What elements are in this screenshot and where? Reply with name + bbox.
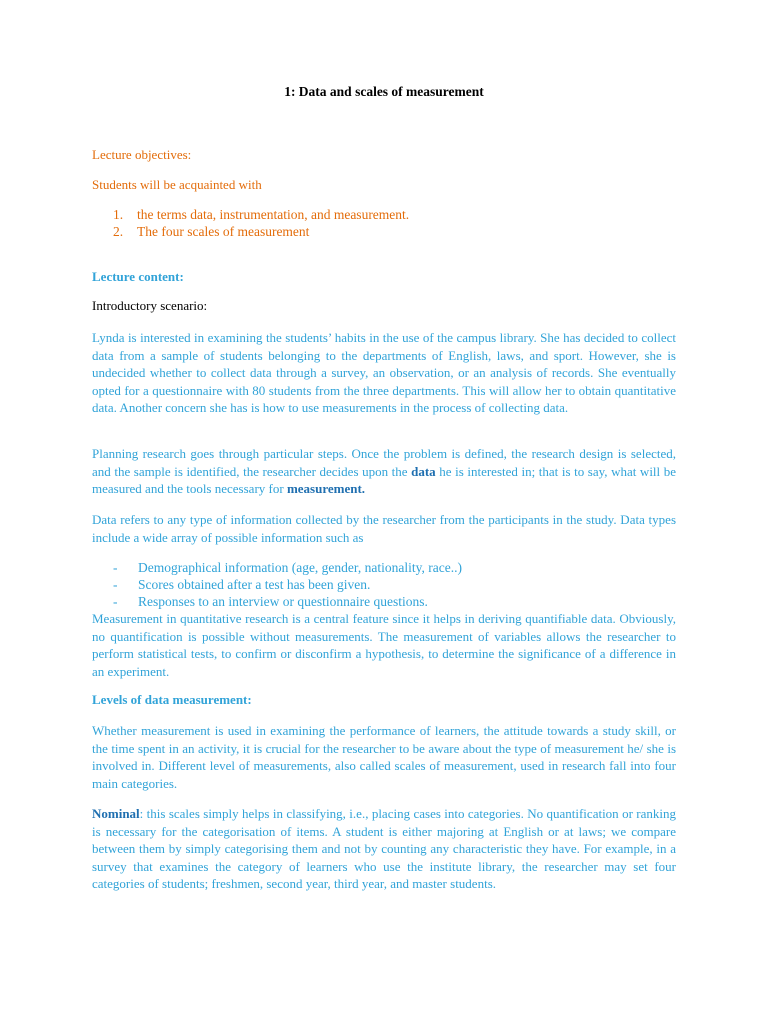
list-item: 1. the terms data, instrumentation, and measurement.: [113, 207, 410, 222]
levels-heading: Levels of data measurement:: [92, 692, 252, 707]
list-item: - Demographical information (age, gender, nationality, race..): [113, 560, 462, 575]
paragraph-levels: Whether measurement is used in examining the performance of learners, the attitude towards a study skill, or the time spent in an activity, it is crucial for the researcher to be aware about the type of measurement he/ she is involved in. Different level of measurements, also called scales of measurement, used in research fall into four main categories.: [92, 723, 676, 791]
term-measurement: measurement.: [286, 481, 366, 497]
objectives-list: [113, 206, 676, 240]
list-item: - Scores obtained after a test has been given.: [113, 577, 371, 592]
objectives-intro: Students will be acquainted with: [92, 177, 262, 192]
content-heading: Lecture content:: [92, 269, 184, 284]
paragraph-scenario: Lynda is interested in examining the students’ habits in the use of the campus library. She has decided to collect data from a sample of students belonging to the departments of English, laws, and sport. However, she is undecided whether to collect data through a survey, an observation, or an analysis of records. She eventually opted for a questionnaire with 80 students from the three departments. This will allow her to obtain quantitative data. Another concern she has is how to use measurements in the process of collecting data.: [92, 330, 676, 416]
paragraph-measurement: Measurement in quantitative research is a central feature since it helps in deriving quantifiable data. Obviously, no quantification is possible without measurements. The measurement of variables allows the researcher to perform statistical tests, to confirm or disconfirm a hypothesis, to determine the significance of a difference in an experiment.: [92, 611, 676, 679]
term-data: data: [411, 463, 436, 479]
list-item: 2. The four scales of measurement: [113, 224, 310, 239]
data-types-list: [113, 559, 676, 610]
paragraph-planning: Planning research goes through particular steps. Once the problem is defined, the research design is selected, and the sample is identified, the researcher decides upon the data he is interested in; that is to say, what will be measured and the tools necessary for measurement.: [92, 446, 676, 497]
paragraph-data-definition: Data refers to any type of information collected by the researcher from the participants in the study. Data types include a wide array of possible information such as: [92, 512, 676, 545]
objectives-heading: Lecture objectives:: [92, 147, 192, 162]
paragraph-nominal: Nominal: this scales simply helps in classifying, i.e., placing cases into categories. No quantification or ranking is necessary for the categorisation of items. A student is either majoring at English or at laws; we compare between them by simply categorising them and not by counting any characteristic they have. For example, in a survey that examines the category of learners who use the institute library, the researcher may set four categories of students; freshmen, second year, third year, and master students.: [92, 806, 676, 892]
list-item: - Responses to an interview or questionnaire questions.: [113, 594, 428, 609]
page-title: 1: Data and scales of measurement: [284, 84, 484, 99]
term-nominal: Nominal: [92, 806, 140, 821]
scenario-heading: Introductory scenario:: [92, 298, 208, 313]
